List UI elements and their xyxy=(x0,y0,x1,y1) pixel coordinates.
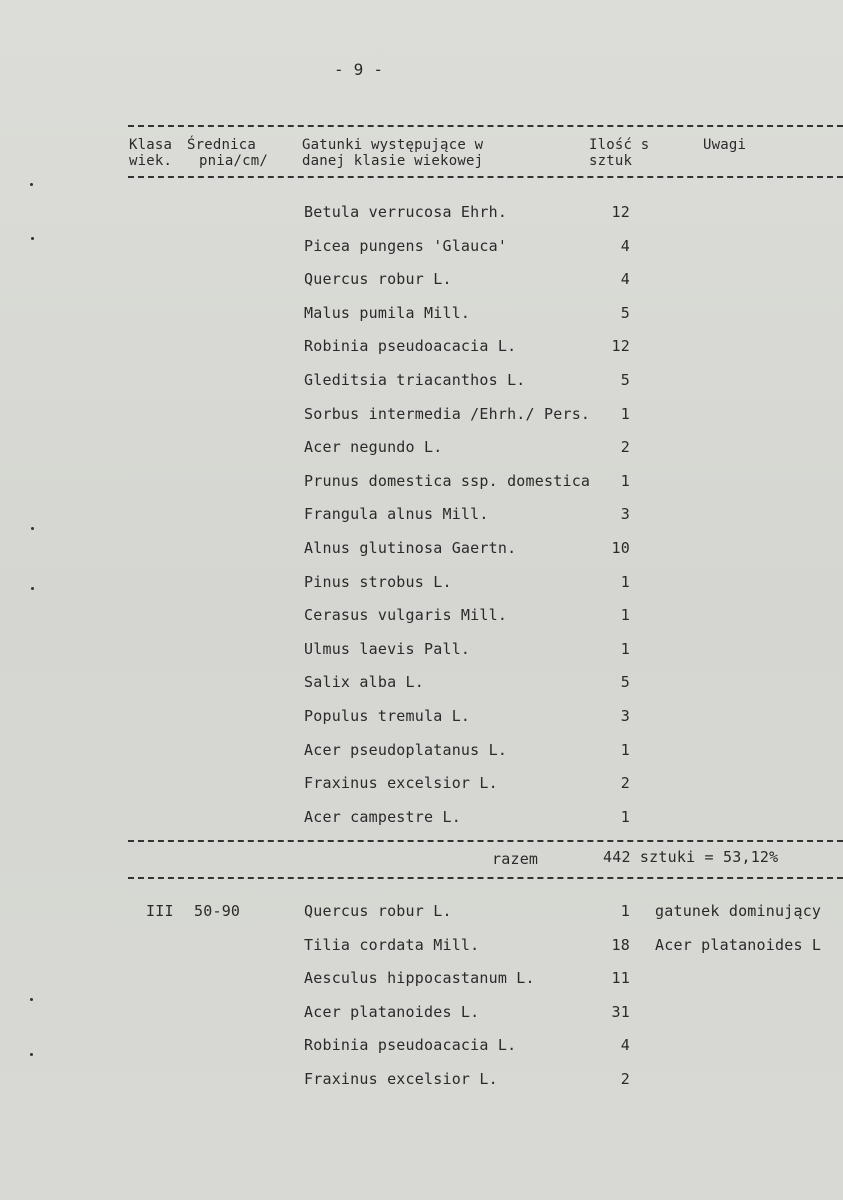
species-count: 2 xyxy=(620,438,630,457)
species-count: 12 xyxy=(611,337,630,356)
header-notes-label: Uwagi xyxy=(703,137,747,153)
species-count: 4 xyxy=(620,270,630,289)
species-name: Tilia cordata Mill. xyxy=(304,935,480,954)
species-count: 1 xyxy=(620,471,630,490)
species-name: Prunus domestica ssp. domestica xyxy=(304,471,591,490)
species-count: 2 xyxy=(620,774,630,793)
species-count: 4 xyxy=(620,236,630,255)
header-diameter-label: Średnica pnia/cm/ xyxy=(187,137,269,169)
species-count: 3 xyxy=(620,505,630,524)
species-name: Fraxinus excelsior L. xyxy=(304,774,498,793)
species-name: Acer campestre L. xyxy=(304,807,461,826)
species-count: 4 xyxy=(620,1036,630,1055)
species-count: 5 xyxy=(620,303,630,322)
species-count: 3 xyxy=(620,707,630,725)
species-count: 1 xyxy=(620,606,630,625)
species-name: Quercus robur L. xyxy=(304,902,452,920)
species-name: Alnus glutinosa Gaertn. xyxy=(304,539,517,557)
species-note: gatunek dominujący xyxy=(655,902,822,920)
header-count-label: Ilość s sztuk xyxy=(589,137,650,169)
species-name: Betula verrucosa Ehrh. xyxy=(304,203,508,221)
margin-speck xyxy=(30,1053,33,1056)
margin-speck xyxy=(31,527,34,530)
species-name: Gleditsia triacanthos L. xyxy=(304,371,526,389)
section1-total-label: razem xyxy=(492,850,539,868)
species-count: 1 xyxy=(620,902,630,920)
species-count: 1 xyxy=(620,807,630,826)
species-name: Robinia pseudoacacia L. xyxy=(304,337,517,356)
margin-speck xyxy=(30,183,33,186)
species-name: Cerasus vulgaris Mill. xyxy=(304,606,508,625)
species-name: Populus tremula L. xyxy=(304,707,471,725)
species-count: 2 xyxy=(620,1070,630,1088)
section2-age-class: III xyxy=(146,902,174,920)
species-name: Fraxinus excelsior L. xyxy=(304,1070,498,1088)
header-top-rule xyxy=(128,125,843,127)
header-bottom-rule xyxy=(128,176,843,178)
species-count: 1 xyxy=(620,572,630,591)
page-number: - 9 - xyxy=(334,60,384,79)
species-name: Acer negundo L. xyxy=(304,438,443,457)
header-species-label: Gatunki występujące w danej klasie wiekowej xyxy=(302,137,484,169)
species-count: 1 xyxy=(620,740,630,759)
species-count: 10 xyxy=(611,539,630,557)
header-class-label: Klasa wiek. xyxy=(129,137,173,169)
margin-speck xyxy=(30,998,33,1001)
species-count: 5 xyxy=(620,371,630,389)
species-name: Aesculus hippocastanum L. xyxy=(304,969,535,988)
species-name: Quercus robur L. xyxy=(304,270,452,289)
section2-diameter: 50-90 xyxy=(194,902,241,920)
species-name: Acer pseudoplatanus L. xyxy=(304,740,508,759)
species-count: 11 xyxy=(611,969,630,988)
species-name: Sorbus intermedia /Ehrh./ Pers. xyxy=(304,404,591,423)
species-name: Acer platanoides L. xyxy=(304,1002,480,1021)
species-name: Ulmus laevis Pall. xyxy=(304,639,471,658)
species-name: Salix alba L. xyxy=(304,673,424,692)
species-count: 5 xyxy=(620,673,630,692)
species-count: 1 xyxy=(620,404,630,423)
species-name: Robinia pseudoacacia L. xyxy=(304,1036,517,1055)
margin-speck xyxy=(31,587,34,590)
section1-total-rule xyxy=(128,840,843,842)
section1-total-value: 442 sztuki = 53,12% xyxy=(603,848,779,866)
species-name: Picea pungens 'Glauca' xyxy=(304,236,508,255)
species-count: 18 xyxy=(611,935,630,954)
margin-speck xyxy=(31,237,34,240)
species-name: Malus pumila Mill. xyxy=(304,303,471,322)
species-count: 31 xyxy=(611,1002,630,1021)
species-note: Acer platanoides L xyxy=(655,935,822,954)
species-count: 1 xyxy=(620,639,630,658)
species-name: Frangula alnus Mill. xyxy=(304,505,489,524)
section1-end-rule xyxy=(128,877,843,879)
species-name: Pinus strobus L. xyxy=(304,572,452,591)
species-count: 12 xyxy=(611,203,630,221)
